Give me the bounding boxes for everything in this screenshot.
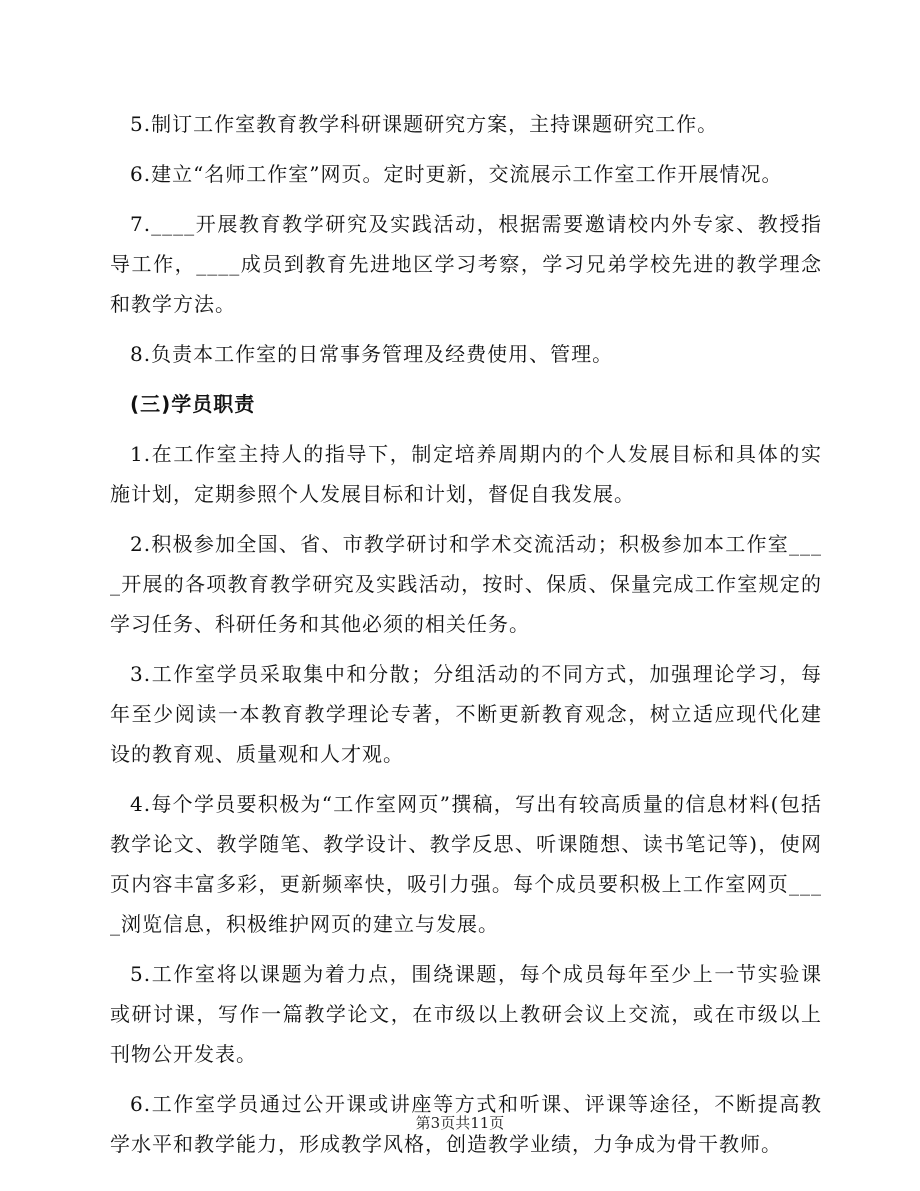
paragraph-item-6: 6.建立“名师工作室”网页。定时更新，交流展示工作室工作开展情况。 (130, 162, 783, 186)
paragraph-item-5: 5.制订工作室教育教学科研课题研究方案，主持课题研究工作。 (130, 112, 719, 136)
duty-paragraph-4: 4.每个学员要积极为“工作室网页”撰稿，写出有较高质量的信息材料(包括教学论文、教学随笔、教学设计、教学反思、听课随想、读书笔记等)，使网页内容丰富多彩，更新频率快，吸引力强。每个成员要积极上工作室网页____浏览信息，积极维护网页的建立与发展。 (110, 792, 822, 936)
duty-paragraph-6: 6.工作室学员通过公开课或讲座等方式和听课、评课等途径，不断提高教学水平和教学能力，形成教学风格，创造教学业绩，力争成为骨干教师。 (110, 1092, 822, 1156)
duty-paragraph-5: 5.工作室将以课题为着力点，围绕课题，每个成员每年至少上一节实验课或研讨课，写作一篇教学论文，在市级以上教研会议上交流，或在市级以上刊物公开发表。 (110, 962, 822, 1066)
paragraph-item-8: 8.负责本工作室的日常事务管理及经费使用、管理。 (130, 342, 614, 366)
page-number-footer: 第3页共11页 (415, 1114, 505, 1132)
paragraph-item-7: 7.____开展教育教学研究及实践活动，根据需要邀请校内外专家、教授指导工作，____成员到教育先进地区学习考察，学习兄弟学校先进的教学理念和教学方法。 (110, 212, 822, 316)
duty-paragraph-1: 1.在工作室主持人的指导下，制定培养周期内的个人发展目标和具体的实施计划，定期参照个人发展目标和计划，督促自我发展。 (110, 442, 822, 506)
section-heading: (三)学员职责 (130, 392, 256, 416)
duty-paragraph-2: 2.积极参加全国、省、市教学研讨和学术交流活动；积极参加本工作室____开展的各项教育教学研究及实践活动，按时、保质、保量完成工作室规定的学习任务、科研任务和其他必须的相关任务。 (110, 532, 822, 636)
duty-paragraph-3: 3.工作室学员采取集中和分散；分组活动的不同方式，加强理论学习，每年至少阅读一本教育教学理论专著，不断更新教育观念，树立适应现代化建设的教育观、质量观和人才观。 (110, 662, 822, 766)
document-body (110, 104, 822, 1174)
